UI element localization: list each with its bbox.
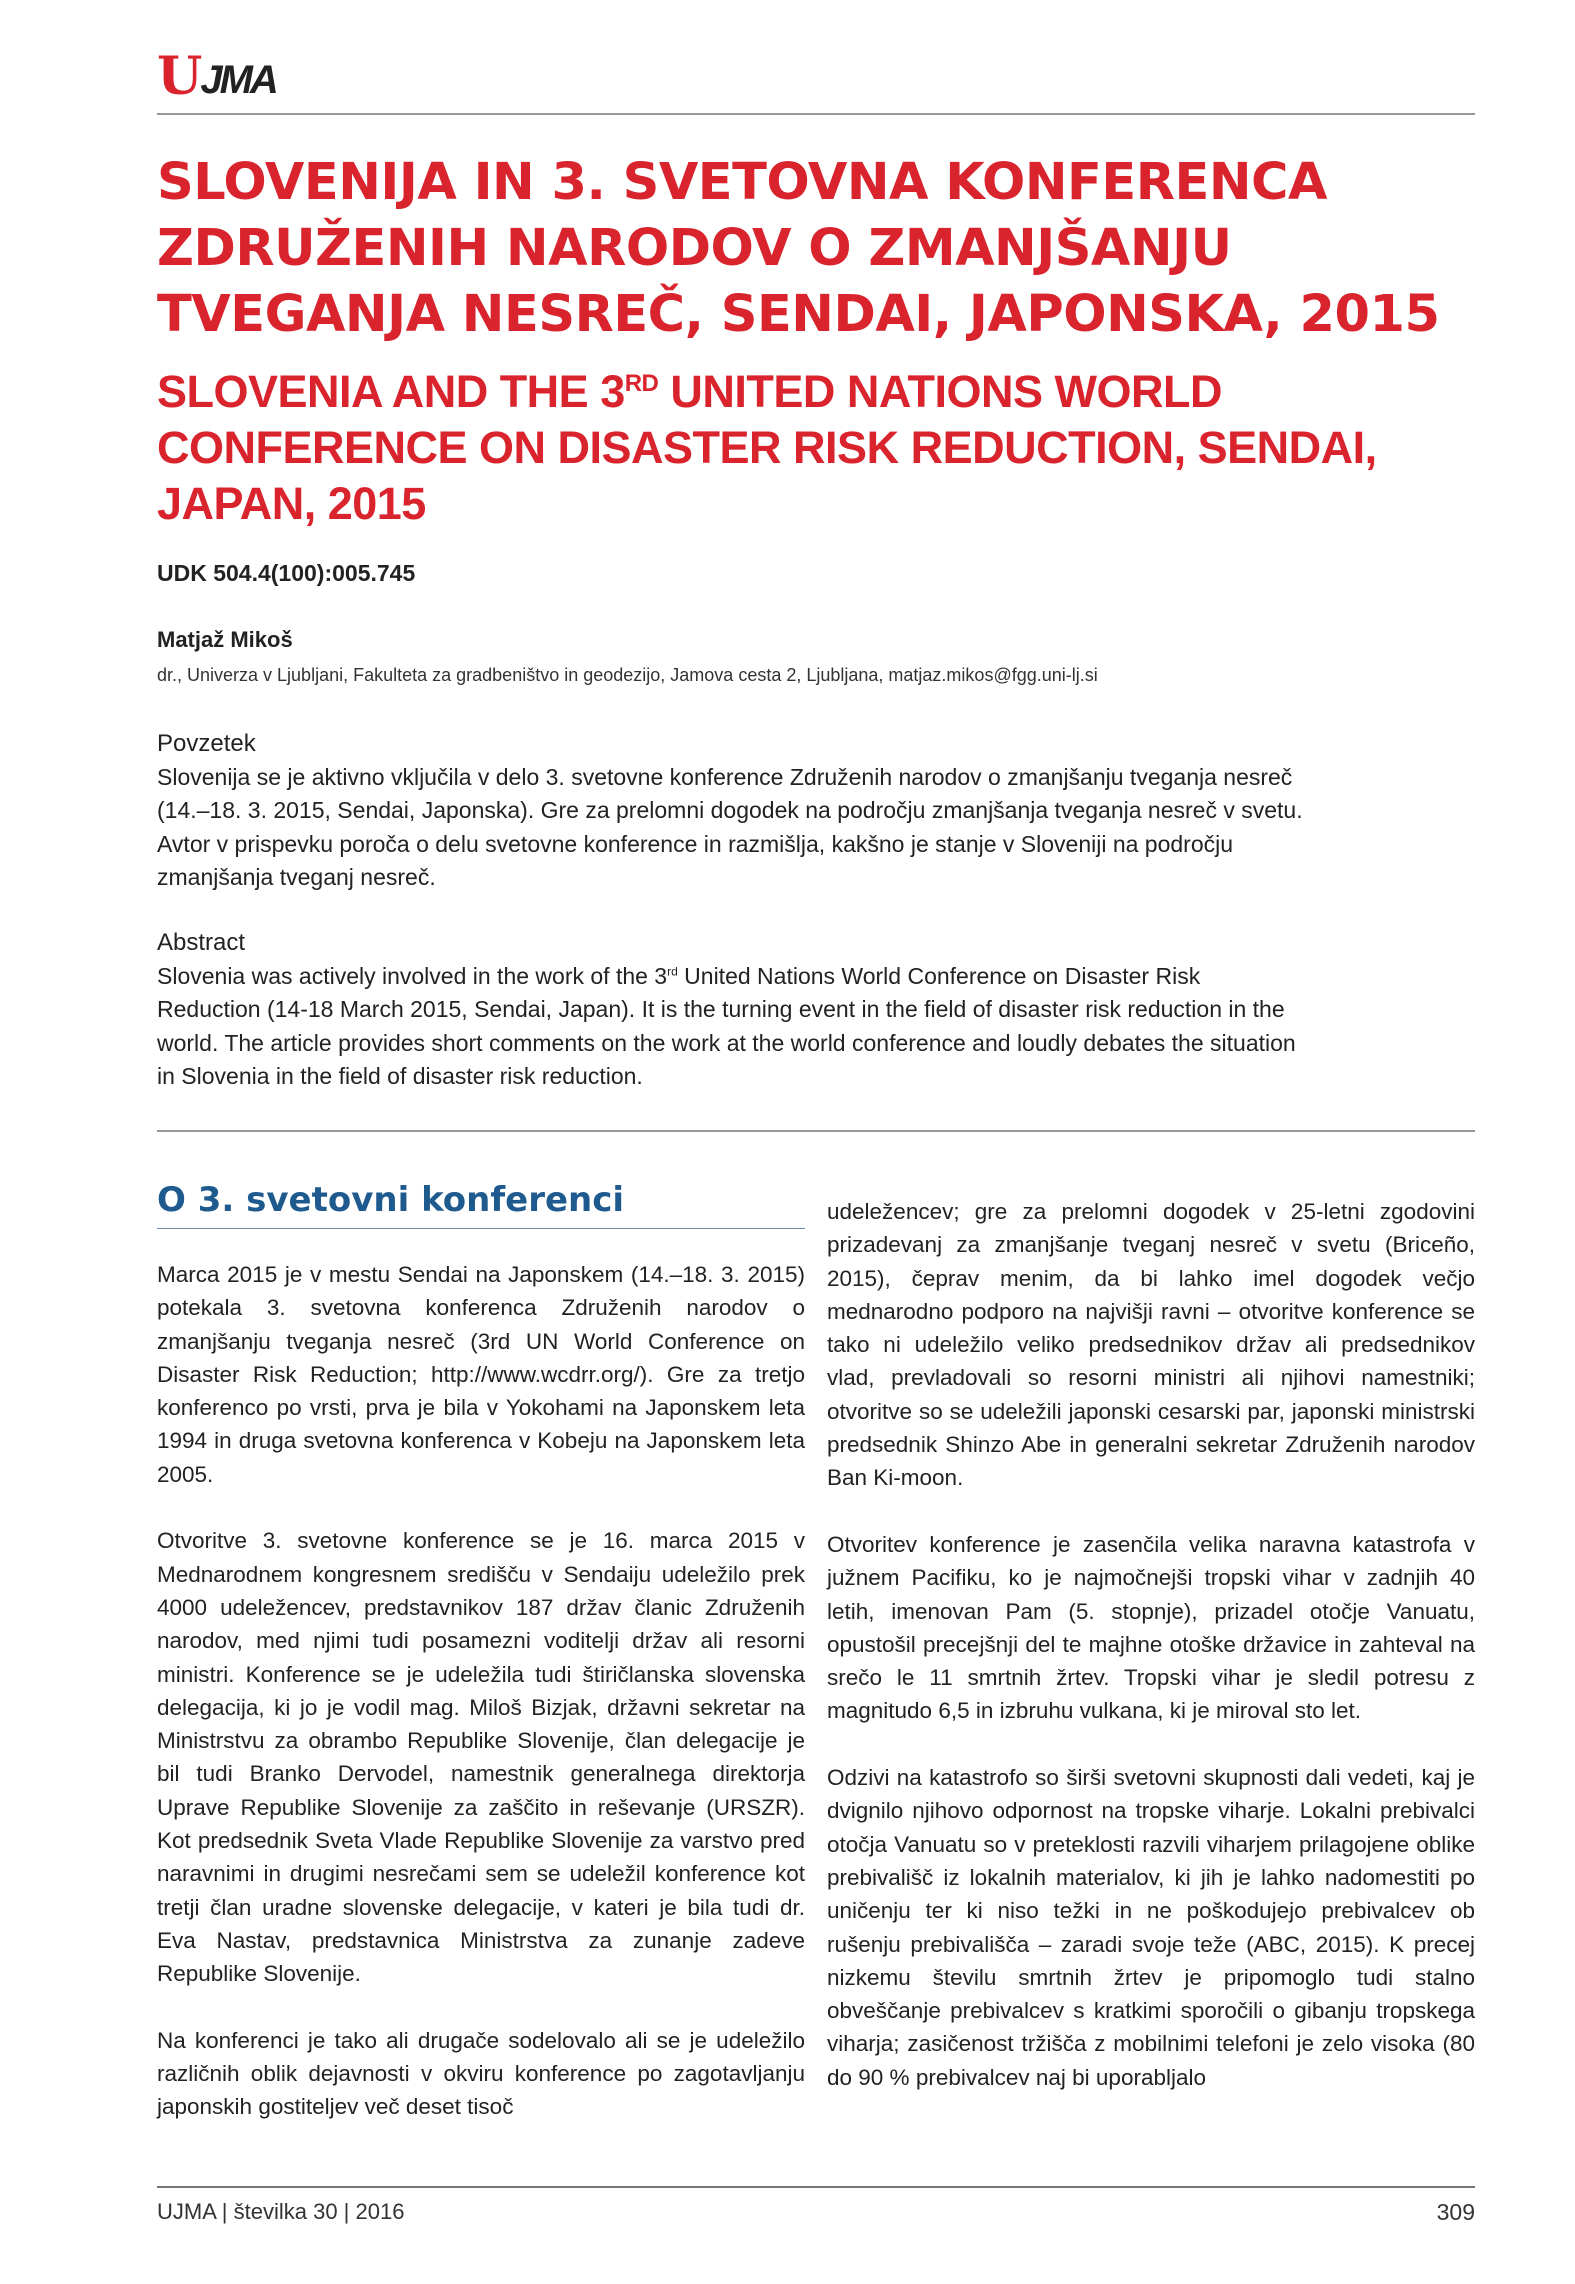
abstract-text [157,960,1307,1094]
logo-letters: JMA [200,58,276,102]
page-number: 309 [1436,2199,1475,2225]
subtitle-superscript: RD [624,370,659,397]
journal-logo [157,46,276,107]
footer-divider [157,2186,1475,2188]
body-paragraph: Odzivi na katastrofo so širši svetovni skupnosti dali vedeti, kaj je dvignilo njihovo odpornost na tropske viharje. Lokalni prebivalci otočja Vanuatu so v preteklosti razvili viharjem prilagojene oblike prebivališč iz lokalnih materialov, ki jih je lahko nadomestiti po uničenju ter ki niso težki in ne poškodujejo prebivalcev ob rušenju prebivališča – zaradi svoje teže (ABC, 2015). K precej nizkemu številu smrtnih žrtev je pripomoglo tudi stalno obveščanje prebivalcev s kratkimi sporočili o gibanju tropskega viharja; zasičenost tržišča z mobilnimi telefoni je zelo visoka (80 do 90 % prebivalcev naj bi uporabljalo [827,1765,1475,2090]
body-paragraph: Otvoritev konference je zasenčila velika naravna katastrofa v južnem Pacifiku, ko je najmočnejši tropski vihar v zadnjih 40 letih, imenovan Pam (5. stopnje), prizadel otočje Vanuatu, opustošil precejšnji del te majhne otoške državice in zahteval na srečo le 11 smrtnih žrtev. Tropski vihar je sledil potresu z magnitudo 6,5 in izbruhu vulkana, ki je miroval sto let. [827,1531,1475,1724]
abstract-heading: Abstract [157,929,246,956]
header-divider [157,113,1475,115]
abstract-text-part1: Slovenia was actively involved in the work of the 3 [157,962,668,989]
body-column-right [827,1195,1475,2094]
body-paragraph: Marca 2015 je v mestu Sendai na Japonskem (14.–18. 3. 2015) potekala 3. svetovna konferenca Združenih narodov o zmanjšanju tveganja nesreč (3rd UN World Conference on Disaster Risk Reduction; http://www.wcdrr.org/). Gre za tretjo konferenco po vrsti, prva je bila v Yokohami na Japonskem leta 1994 in druga svetovna konferenca v Kobeju na Japonskem leta 2005. [157,1262,805,1487]
footer-journal-info: UJMA | številka 30 | 2016 [157,2199,405,2224]
povzetek-text: Slovenija se je aktivno vključila v delo 3. svetovne konference Združenih narodov o zmanjšanju tveganja nesreč (14.–18. 3. 2015, Sendai, Japonska). Gre za prelomni dogodek na področju zmanjšanja tveganja nesreč v svetu. Avtor v prispevku poroča o delu svetovne konference in razmišlja, kakšno je stanje v Sloveniji na področju zmanjšanja tveganj nesreč. [157,763,1303,890]
author-name: Matjaž Mikoš [157,627,293,652]
abstract-divider [157,1130,1475,1132]
abstract-text-part2: United Nations World Conference on Disaster Risk Reduction (14-18 March 2015, Sendai, Japan). It is the turning event in the field of disaster risk reduction in the world. The article provides short comments on the work at the world conference and loudly debates the situation in Slovenia in the field of disaster risk reduction. [157,962,1296,1089]
povzetek-heading: Povzetek [157,730,256,757]
section-heading: O 3. svetovni konferenci [157,1180,805,1229]
abstract-superscript: rd [667,963,678,978]
body-column-left [157,1258,805,2124]
article-subtitle [157,364,1457,532]
body-paragraph: udeležencev; gre za prelomni dogodek v 25-letni zgodovini prizadevanj za zmanjšanje tveganj nesreč v svetu (Briceño, 2015), čeprav menim, da bi lahko imel dogodek večjo mednarodno podporo na najvišji ravni – otvoritve konference se tako ni udeležilo veliko predsednikov držav ali predsednikov vlad, prevladovali so resorni ministri ali njihovi namestniki; otvoritve so se udeležili japonski cesarski par, japonski ministrski predsednik Shinzo Abe in generalni sekretar Združenih narodov Ban Ki-moon. [827,1199,1475,1491]
subtitle-part2: UNITED NATIONS WORLD CONFERENCE ON DISASTER RISK REDUCTION, SENDAI, JAPAN, 2015 [157,366,1377,529]
body-paragraph: Na konferenci je tako ali drugače sodelovalo ali se je udeležilo različnih oblik dejavnosti v okviru konference po zagotavljanju japonskih gostiteljev več deset tisoč [157,2027,805,2120]
author-affiliation: dr., Univerza v Ljubljani, Fakulteta za gradbeništvo in geodezijo, Jamova cesta 2, Ljubljana, matjaz.mikos@fgg.uni-lj.si [157,665,1098,685]
povzetek-block [157,727,1307,895]
logo-letter-u: U [157,46,201,107]
article-title: SLOVENIJA IN 3. SVETOVNA KONFERENCA ZDRUŽENIH NARODOV O ZMANJŠANJU TVEGANJA NESREČ, SENDAI, JAPONSKA, 2015 [157,153,1440,344]
abstract-block [157,926,1307,1094]
udk-code: UDK 504.4(100):005.745 [157,560,416,586]
body-paragraph: Otvoritve 3. svetovne konference se je 16. marca 2015 v Mednarodnem kongresnem središču v Sendaiju udeležilo prek 4000 udeležencev, predstavnikov 187 držav članic Združenih narodov, med njimi tudi posamezni voditelji držav ali resorni ministri. Konference se je udeležila tudi štiričlanska slovenska delegacija, ki jo je vodil mag. Miloš Bizjak, državni sekretar na Ministrstvu za obrambo Republike Slovenije, član delegacije je bil tudi Branko Dervodel, namestnik generalnega direktorja Uprave Republike Slovenije za zaščito in reševanje (URSZR). Kot predsednik Sveta Vlade Republike Slovenije za varstvo pred naravnimi in drugimi nesrečami sem se udeležil konference kot tretji član uradne slovenske delegacije, v kateri je bila tudi dr. Eva Nastav, predstavnica Ministrstva za zunanje zadeve Republike Slovenije. [157,1528,805,1987]
subtitle-part1: SLOVENIA AND THE 3 [157,366,625,417]
